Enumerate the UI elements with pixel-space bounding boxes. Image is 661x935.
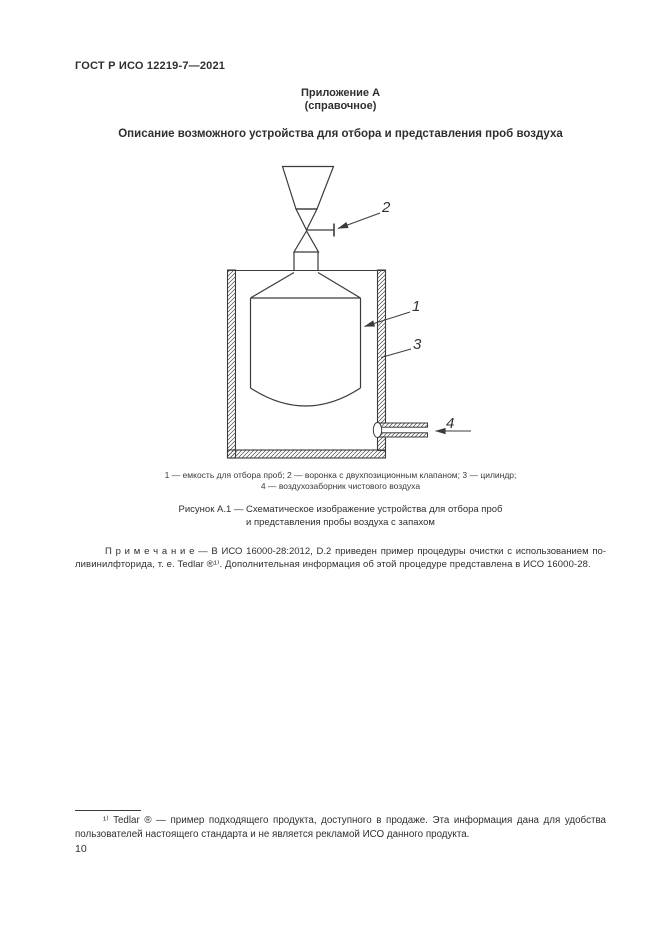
funnel — [283, 167, 334, 210]
footnote-line1: ¹⁾ Tedlar ® — пример подходящего продукта, доступного в продаже. Эта информация дана для удобства — [103, 815, 606, 826]
valve-lower-cone — [294, 231, 319, 252]
funnel-and-valve — [283, 167, 335, 271]
figure-caption-line2: и представления пробы воздуха с запахом — [246, 517, 435, 528]
air-inlet-pipe — [373, 423, 427, 438]
annex-title: Описание возможного устройства для отбора и представления проб воздуха — [118, 128, 563, 140]
pipe-top-wall — [378, 423, 428, 427]
callout-leaders — [338, 213, 471, 431]
note-line2: ливинилфторида, т. е. Tedlar ®¹⁾. Дополнительная информация об этой процедуре представлена в ИСО 16000-28. — [75, 559, 591, 570]
sampling-bag — [251, 273, 361, 407]
leader-2 — [338, 213, 380, 229]
footnote-paragraph — [75, 814, 606, 841]
cylinder-right-wall-upper — [378, 270, 386, 423]
note-line1: П р и м е ч а н и е — В ИСО 16000-28:2012, D.2 приведен пример процедуры очистки с использованием по- — [105, 546, 606, 557]
part-label-1: 1 — [412, 298, 421, 315]
cylinder-bottom-wall — [228, 450, 386, 458]
figure-legend-line1: 1 — емкость для отбора проб; 2 — воронка с двухпозиционным клапаном; 3 — цилиндр; — [164, 470, 517, 480]
annex-label: Приложение А — [300, 87, 381, 99]
cylinder-right-wall-lower — [378, 437, 386, 451]
cylinder-left-wall — [228, 270, 236, 458]
figure-caption-line1: Рисунок А.1 — Схематическое изображение устройства для отбора проб — [178, 504, 503, 515]
footnote-divider — [75, 810, 141, 811]
sampling-device-diagram — [220, 159, 475, 461]
valve-upper-cone — [296, 209, 317, 230]
part-label-2: 2 — [382, 199, 391, 216]
pipe-end-cap — [373, 423, 381, 438]
footnote-line2: пользователей настоящего стандарта и не является рекламой ИСО данного продукта. — [75, 828, 470, 840]
figure-legend-line2: 4 — воздухозаборник чистового воздуха — [260, 481, 421, 491]
part-label-4: 4 — [446, 415, 455, 432]
pipe-bottom-wall — [378, 433, 428, 437]
page-number: 10 — [75, 843, 87, 855]
annex-type: (справочное) — [304, 100, 377, 112]
leader-1 — [365, 312, 411, 327]
standard-number-header: ГОСТ Р ИСО 12219-7—2021 — [75, 60, 226, 72]
part-label-3: 3 — [413, 336, 422, 353]
note-paragraph — [75, 545, 606, 571]
